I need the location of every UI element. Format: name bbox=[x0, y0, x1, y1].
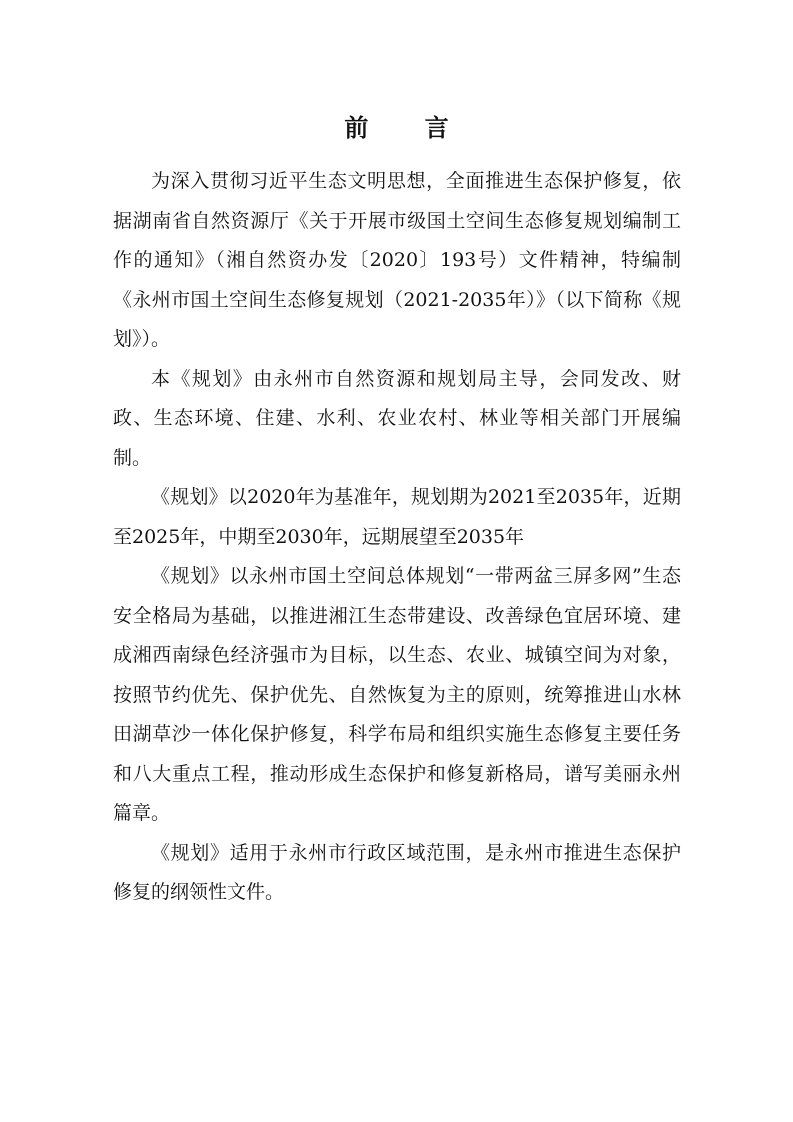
body-text bbox=[113, 162, 681, 913]
paragraph-purpose: 为深入贯彻习近平生态文明思想，全面推进生态保护修复，依据湖南省自然资源厅《关于开展市级国土空间生态修复规划编制工作的通知》（湘自然资办发〔2020〕193号）文件精神，特编制《永州市国土空间生态修复规划（2021-2035年）》（以下简称《规划》）。 bbox=[113, 170, 681, 350]
paragraph-goals: 《规划》以永州市国土空间总体规划“一带两盆三屏多网”生态安全格局为基础，以推进湘江生态带建设、改善绿色宜居环境、建成湘西南绿色经济强市为目标，以生态、农业、城镇空间为对象，按照节约优先、保护优先、自然恢复为主的原则，统筹推进山水林田湖草沙一体化保护修复，科学布局和组织实施生态修复主要任务和八大重点工程，推动形成生态保护和修复新格局，谱写美丽永州篇章。 bbox=[113, 565, 681, 824]
paragraph-period: 《规划》以2020年为基准年，规划期为2021至2035年，近期至2025年，中期至2030年，远期展望至2035年 bbox=[113, 486, 681, 548]
page-title: 前 言 bbox=[344, 113, 473, 142]
paragraph-scope: 《规划》适用于永州市行政区域范围，是永州市推进生态保护修复的纲领性文件。 bbox=[113, 841, 681, 903]
paragraph-organization: 本《规划》由永州市自然资源和规划局主导，会同发改、财政、生态环境、住建、水利、农业农村、林业等相关部门开展编制。 bbox=[113, 367, 681, 469]
